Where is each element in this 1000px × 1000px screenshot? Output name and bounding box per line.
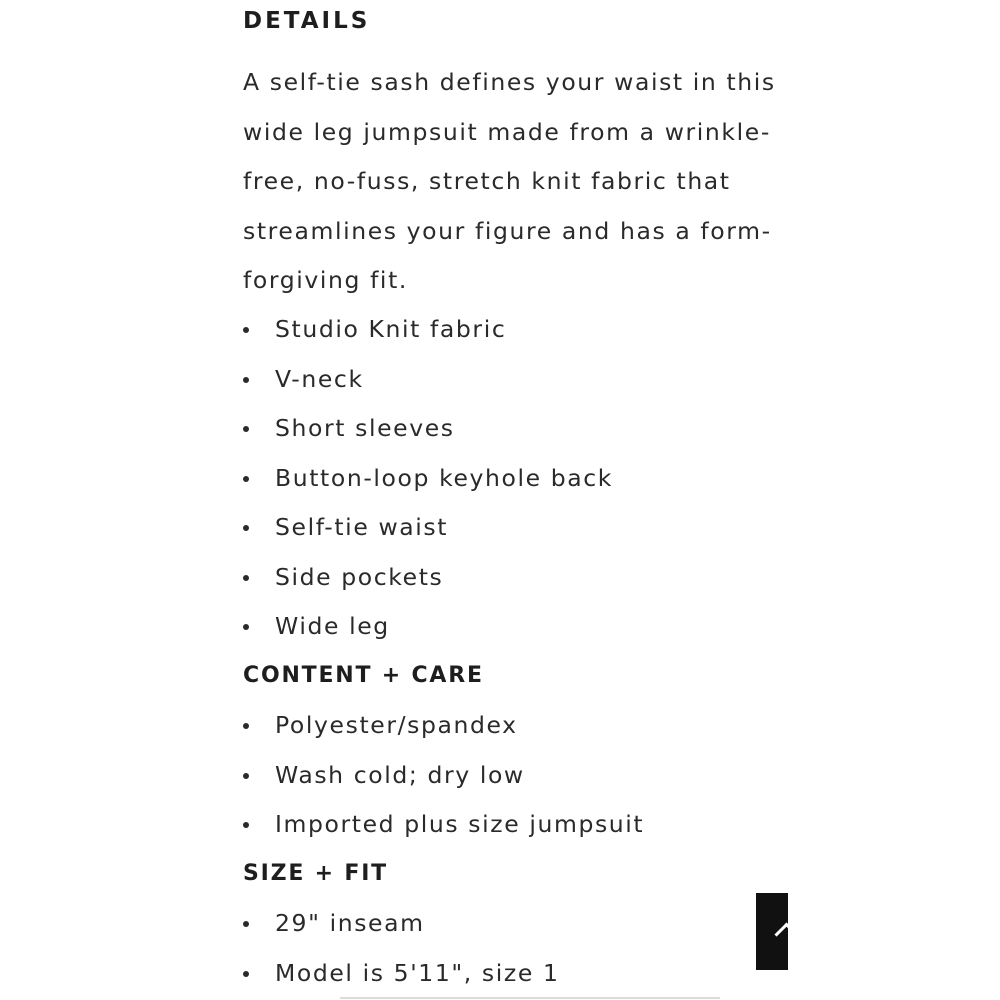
list-item-label: Button-loop keyhole back — [275, 463, 613, 492]
bullet-icon — [243, 426, 249, 432]
list-item-label: Short sleeves — [275, 414, 455, 442]
size-fit-list — [243, 899, 788, 998]
list-item — [243, 800, 788, 850]
description-line: A self-tie sash defines your waist in this — [243, 68, 776, 96]
list-item — [243, 949, 788, 999]
bullet-icon — [243, 822, 249, 828]
bullet-icon — [243, 476, 249, 482]
list-item — [243, 355, 788, 405]
details-heading: DETAILS — [243, 8, 371, 34]
bullet-icon — [243, 921, 249, 927]
size-fit-heading: SIZE + FIT — [243, 861, 388, 886]
description-line: forgiving fit. — [243, 266, 408, 294]
arrow-up-icon — [774, 922, 788, 946]
list-item-label: Wide leg — [275, 612, 390, 640]
bottom-divider — [340, 997, 720, 999]
scroll-to-top-button[interactable] — [756, 893, 788, 970]
list-item — [243, 503, 788, 553]
bullet-icon — [243, 377, 249, 383]
list-item-label: V-neck — [275, 364, 364, 393]
bullet-icon — [243, 575, 249, 581]
list-item-label: Studio Knit fabric — [275, 315, 507, 343]
list-item — [243, 404, 788, 454]
list-item — [243, 602, 788, 652]
list-item-label: Model is 5'11", size 1 — [275, 958, 560, 987]
description-line: streamlines your figure and has a form- — [243, 216, 772, 245]
content-care-list — [243, 701, 788, 850]
list-item — [243, 701, 788, 751]
details-list — [243, 305, 788, 652]
list-item — [243, 899, 788, 949]
list-item-label: Polyester/spandex — [275, 711, 518, 739]
bullet-icon — [243, 971, 249, 977]
list-item-label: 29" inseam — [275, 909, 425, 937]
bullet-icon — [243, 327, 249, 333]
description-line: wide leg jumpsuit made from a wrinkle- — [243, 117, 771, 146]
list-item-label: Side pockets — [275, 562, 444, 591]
bullet-icon — [243, 525, 249, 531]
content-care-heading: CONTENT + CARE — [243, 663, 484, 688]
description-line: free, no-fuss, stretch knit fabric that — [243, 167, 731, 195]
list-item — [243, 751, 788, 801]
bullet-icon — [243, 624, 249, 630]
bullet-icon — [243, 723, 249, 729]
list-item — [243, 305, 788, 355]
list-item — [243, 454, 788, 504]
list-item — [243, 553, 788, 603]
list-item-label: Imported plus size jumpsuit — [275, 810, 645, 838]
product-description — [243, 58, 788, 306]
bullet-icon — [243, 773, 249, 779]
list-item-label: Wash cold; dry low — [275, 760, 525, 789]
list-item-label: Self-tie waist — [275, 513, 449, 541]
